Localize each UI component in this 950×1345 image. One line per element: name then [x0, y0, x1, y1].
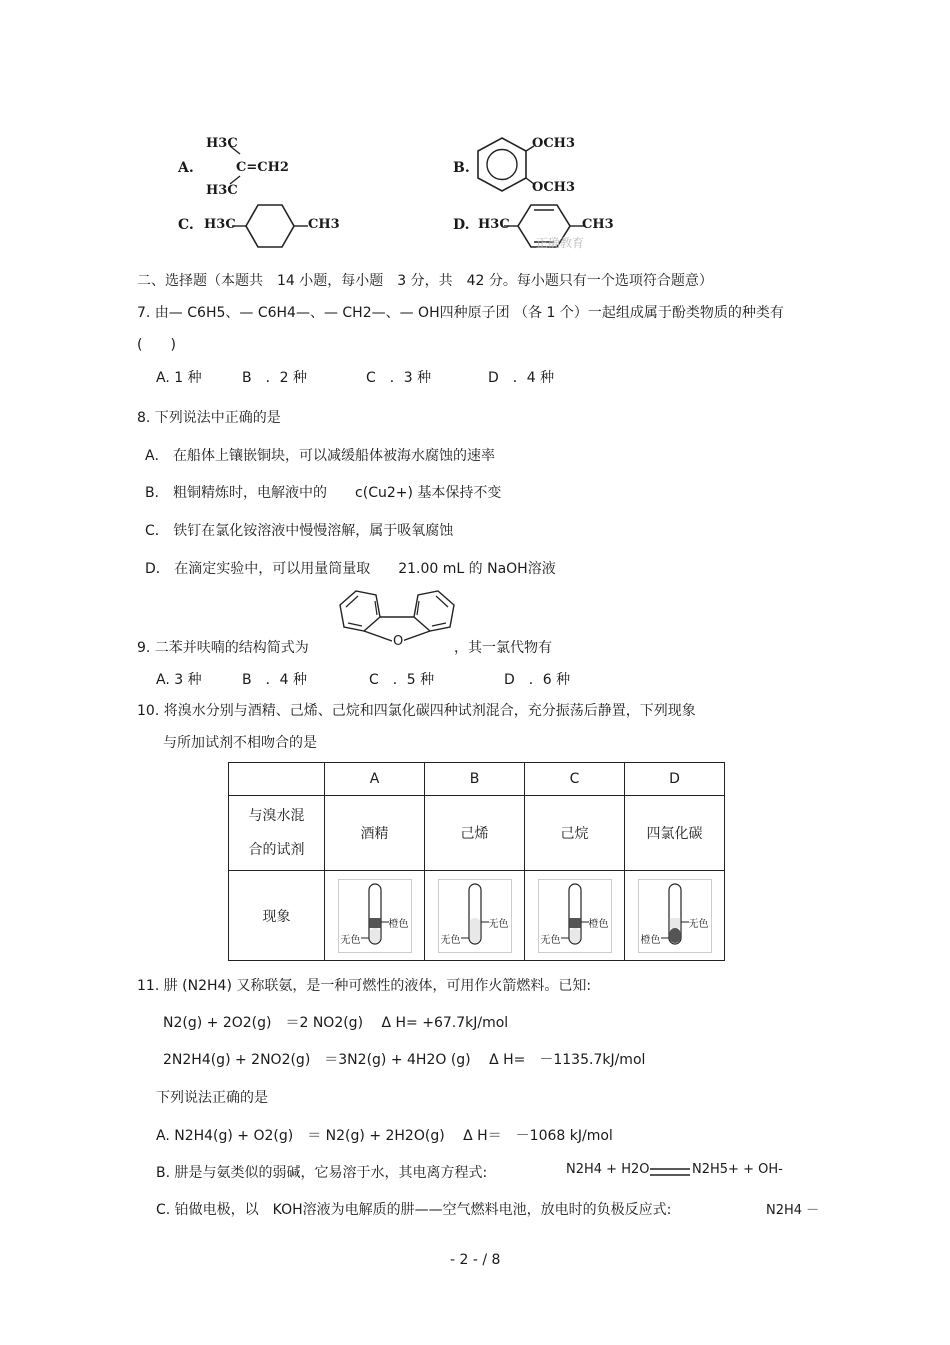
q6-a-center: C=CH2	[236, 160, 289, 175]
q10-row1-label-line1: 与溴水混	[248, 808, 305, 824]
q10-stem: 10. 将溴水分别与酒精、己烯、己烷和四氯化碳四种试剂混合，充分振荡后静置，下列现象	[137, 703, 696, 719]
q6-d-left: H3C	[478, 217, 510, 232]
q6-b-letter: B.	[453, 160, 470, 176]
q10-reagent-a: 酒精	[325, 796, 425, 871]
q10-header-d: D	[625, 763, 725, 796]
q10-tube-cell-d	[625, 871, 725, 961]
q7-option-b: B ．2 种	[242, 370, 307, 386]
q7-option-a: A. 1 种	[156, 370, 202, 386]
q7-option-c: C ．3 种	[366, 370, 432, 386]
q10-tube-cell-b	[425, 871, 525, 961]
q11-option-b-eq-left: N2H4 + H2O	[566, 1162, 650, 1177]
q11-option-b: B. 肼是与氨类似的弱碱，它易溶于水，其电离方程式:	[156, 1165, 488, 1181]
q10-row2-label: 现象	[229, 871, 325, 961]
q8-stem: 8. 下列说法中正确的是	[137, 410, 281, 426]
q11-stem: 11. 肼 (N2H4) 又称联氨，是一种可燃性的液体，可用作火箭燃料。已知:	[137, 978, 592, 994]
q8-option-b: B． 粗铜精炼时，电解液中的 c(Cu2+) 基本保持不变	[145, 485, 502, 501]
watermark: 正确教育	[536, 236, 585, 250]
q9-option-b: B ．4 种	[242, 672, 307, 688]
q10-reagent-b: 己烯	[425, 796, 525, 871]
q10-header-a: A	[325, 763, 425, 796]
q9-stem: 9. 二苯并呋喃的结构简式为	[137, 640, 309, 656]
tube-a-top-label: 橙色	[388, 918, 409, 930]
q11-option-b-eq-right: N2H5+ + OH-	[692, 1162, 783, 1177]
q11-option-a: A. N2H4(g) + O2(g) ＝ N2(g) + 2H2O(g) Δ H＝ －1068 kJ/mol	[156, 1128, 613, 1144]
q10-row1-label-line2: 合的试剂	[248, 842, 305, 858]
q11-ask: 下列说法正确的是	[156, 1090, 268, 1106]
equilibrium-arrow-icon	[648, 1165, 692, 1179]
q10-stem-line2: 与所加试剂不相吻合的是	[163, 735, 317, 751]
q6-d-letter: D.	[453, 217, 470, 233]
q6-c-left: H3C	[204, 217, 236, 232]
q9-option-c: C ．5 种	[369, 672, 435, 688]
q6-b-sub2: OCH3	[532, 180, 575, 195]
q6-c-right: CH3	[308, 217, 340, 232]
q7-stem: 7. 由— C6H5、— C6H4—、— CH2—、— OH四种原子团 （各 1 个）一起组成属于酚类物质的种类有	[137, 305, 784, 321]
q10-reagent-c: 己烷	[525, 796, 625, 871]
q6-c-letter: C.	[178, 217, 194, 233]
tube-d-top-label: 无色	[688, 918, 709, 930]
q10-table	[228, 762, 725, 961]
tube-b-top-label: 无色	[488, 918, 509, 930]
tube-c-bottom-label: 无色	[540, 934, 561, 946]
tube-d-bottom-label: 橙色	[640, 934, 661, 946]
tube-a-bottom-label: 无色	[340, 934, 361, 946]
section2-heading: 二、选择题（本题共 14 小题，每小题 3 分，共 42 分。每小题只有一个选项符合题意）	[137, 273, 713, 289]
q10-header-blank	[229, 763, 325, 796]
q8-option-d: D． 在滴定实验中，可以用量筒量取 21.00 mL 的 NaOH溶液	[145, 561, 556, 577]
q6-b-benzene-ring	[474, 134, 534, 196]
q9-ring-atom: O	[393, 634, 404, 649]
q10-tube-cell-a	[325, 871, 425, 961]
q8-option-a: A． 在船体上镶嵌铜块，可以减缓船体被海水腐蚀的速率	[145, 448, 496, 464]
q6-c-cyclohexane-ring	[232, 200, 308, 252]
q8-option-c: C． 铁钉在氯化铵溶液中慢慢溶解，属于吸氧腐蚀	[145, 523, 454, 539]
q9-option-d: D ．6 种	[504, 672, 571, 688]
q10-header-c: C	[525, 763, 625, 796]
q10-row1-label	[229, 796, 325, 871]
q10-header-b: B	[425, 763, 525, 796]
tube-c-top-label: 橙色	[588, 918, 609, 930]
q9-option-a: A. 3 种	[156, 672, 202, 688]
q6-a-letter: A.	[178, 160, 194, 176]
q7-paren: ( )	[137, 337, 176, 353]
q6-a-h3c-top: H3C	[206, 136, 238, 151]
page-number: - 2 - / 8	[450, 1252, 501, 1268]
q11-eq1: N2(g) + 2O2(g) ＝2 NO2(g) Δ H= +67.7kJ/mol	[163, 1015, 509, 1031]
q6-b-sub1: OCH3	[532, 136, 575, 151]
q6-a-h3c-bottom: H3C	[206, 183, 238, 198]
q10-reagent-d: 四氯化碳	[625, 796, 725, 871]
q10-tube-cell-c	[525, 871, 625, 961]
q7-option-d: D ．4 种	[488, 370, 555, 386]
q6-d-right: CH3	[582, 217, 614, 232]
q11-option-c: C. 铂做电极，以 KOH溶液为电解质的肼——空气燃料电池，放电时的负极反应式:	[156, 1202, 672, 1218]
q11-option-c-tail: N2H4 －	[766, 1203, 820, 1218]
q9-tail: ，其一氯代物有	[454, 640, 552, 656]
q11-eq2: 2N2H4(g) + 2NO2(g) ＝3N2(g) + 4H2O (g) Δ H= －1135.7kJ/mol	[163, 1052, 646, 1068]
tube-b-bottom-label: 无色	[440, 934, 461, 946]
